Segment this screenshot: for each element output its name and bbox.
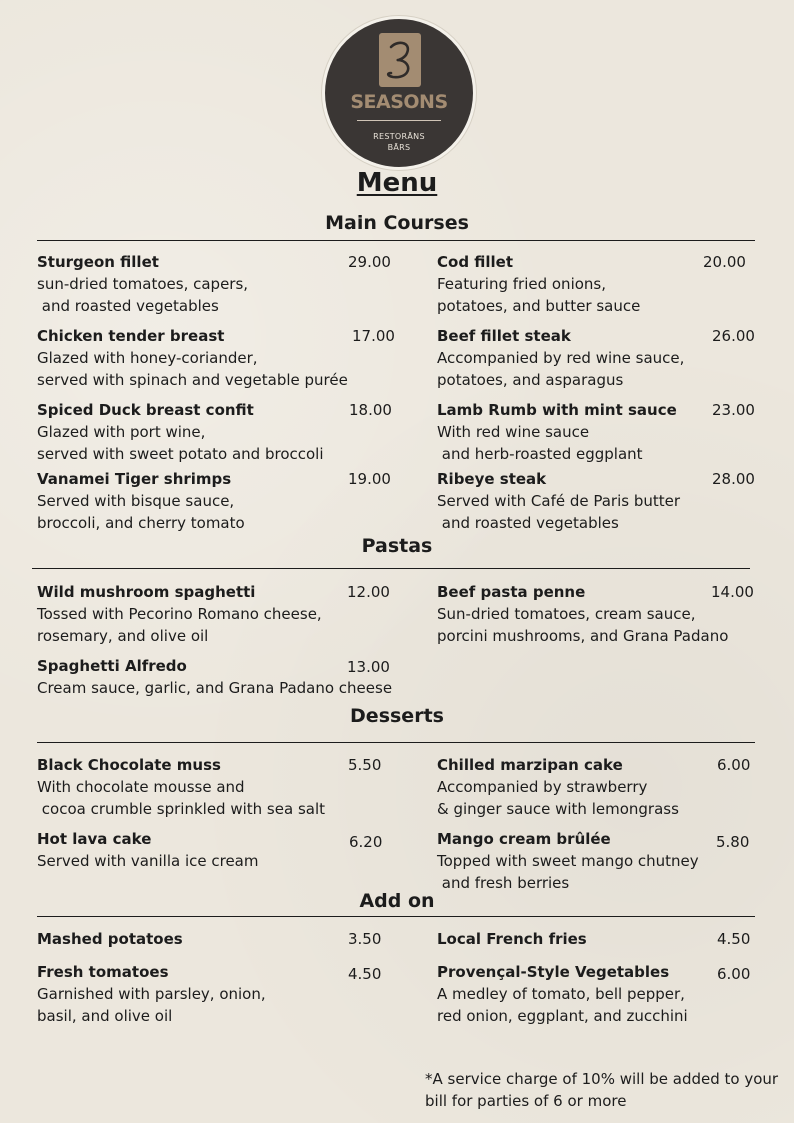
- item-description: Served with bisque sauce, broccoli, and cherry tomato: [37, 492, 245, 532]
- item-description: Served with Café de Paris butter and roasted vegetables: [437, 492, 681, 532]
- item-price: 20.00: [703, 253, 746, 271]
- item-name: Hot lava cake: [37, 830, 152, 848]
- item-name: Beef pasta penne: [437, 583, 586, 601]
- item-name: Beef fillet steak: [437, 327, 571, 345]
- logo-subtitle-1: RESTORĀNS: [373, 132, 425, 141]
- item-name: Fresh tomatoes: [37, 963, 169, 981]
- item-description: Tossed with Pecorino Romano cheese, rosemary, and olive oil: [37, 605, 322, 645]
- item-name: Sturgeon fillet: [37, 253, 159, 271]
- item-name: Chilled marzipan cake: [437, 756, 623, 774]
- item-price: 29.00: [348, 253, 391, 271]
- section-divider: [37, 742, 755, 743]
- item-description: Sun-dried tomatoes, cream sauce, porcini mushrooms, and Grana Padano: [437, 605, 729, 645]
- section-title-pastas: Pastas: [361, 535, 433, 557]
- item-price: 13.00: [347, 658, 390, 676]
- item-description: Topped with sweet mango chutney and fresh berries: [437, 852, 699, 892]
- item-price: 19.00: [348, 470, 391, 488]
- item-price: 4.50: [348, 965, 382, 983]
- item-description: With chocolate mousse and cocoa crumble sprinkled with sea salt: [37, 778, 325, 818]
- item-name: Lamb Rumb with mint sauce: [437, 401, 677, 419]
- item-name: Mashed potatoes: [37, 930, 183, 948]
- item-price: 18.00: [349, 401, 392, 419]
- section-title-desserts: Desserts: [350, 705, 444, 727]
- item-name: Black Chocolate muss: [37, 756, 221, 774]
- logo-divider: [357, 120, 441, 121]
- item-description: Featuring fried onions, potatoes, and butter sauce: [437, 275, 641, 315]
- item-description: Garnished with parsley, onion, basil, and olive oil: [37, 985, 266, 1025]
- section-title-main-courses: Main Courses: [325, 212, 469, 234]
- item-name: Vanamei Tiger shrimps: [37, 470, 232, 488]
- item-price: 28.00: [712, 470, 755, 488]
- section-divider: [32, 568, 750, 569]
- item-price: 23.00: [712, 401, 755, 419]
- item-name: Ribeye steak: [437, 470, 547, 488]
- logo-brand: SEASONS: [350, 91, 448, 113]
- item-description: With red wine sauce and herb-roasted eggplant: [437, 423, 643, 463]
- item-price: 5.80: [716, 833, 750, 851]
- item-name: Chicken tender breast: [37, 327, 225, 345]
- item-price: 5.50: [348, 756, 382, 774]
- item-description: A medley of tomato, bell pepper, red onion, eggplant, and zucchini: [437, 985, 688, 1025]
- section-divider: [37, 240, 755, 241]
- item-description: Accompanied by strawberry & ginger sauce with lemongrass: [437, 778, 679, 818]
- item-price: 26.00: [712, 327, 755, 345]
- item-name: Cod fillet: [437, 253, 514, 271]
- item-name: Spaghetti Alfredo: [37, 657, 187, 675]
- item-name: Local French fries: [437, 930, 587, 948]
- item-description: Accompanied by red wine sauce, potatoes, and asparagus: [437, 349, 685, 389]
- item-price: 14.00: [711, 583, 754, 601]
- service-charge-note: *A service charge of 10% will be added to your bill for parties of 6 or more: [425, 1070, 779, 1110]
- item-price: 3.50: [348, 930, 382, 948]
- item-price: 6.00: [717, 965, 751, 983]
- item-description: sun-dried tomatoes, capers, and roasted vegetables: [37, 275, 249, 315]
- item-name: Provençal-Style Vegetables: [437, 963, 670, 981]
- item-name: Spiced Duck breast confit: [37, 401, 254, 419]
- item-description: Cream sauce, garlic, and Grana Padano cheese: [37, 679, 393, 697]
- item-name: Mango cream brûlée: [437, 830, 611, 848]
- logo-emblem-icon: [379, 33, 421, 87]
- item-price: 12.00: [347, 583, 390, 601]
- item-price: 4.50: [717, 930, 751, 948]
- item-description: Glazed with port wine, served with sweet potato and broccoli: [37, 423, 324, 463]
- item-price: 6.00: [717, 756, 751, 774]
- item-name: Wild mushroom spaghetti: [37, 583, 256, 601]
- item-price: 17.00: [352, 327, 395, 345]
- section-title-add-on: Add on: [359, 890, 435, 912]
- item-description: Served with vanilla ice cream: [37, 852, 259, 870]
- section-divider: [37, 916, 755, 917]
- item-description: Glazed with honey-coriander, served with spinach and vegetable purée: [37, 349, 348, 389]
- restaurant-logo: [322, 16, 476, 170]
- item-price: 6.20: [349, 833, 383, 851]
- page-title: Menu: [356, 168, 438, 198]
- logo-subtitle-2: BĀRS: [387, 143, 411, 152]
